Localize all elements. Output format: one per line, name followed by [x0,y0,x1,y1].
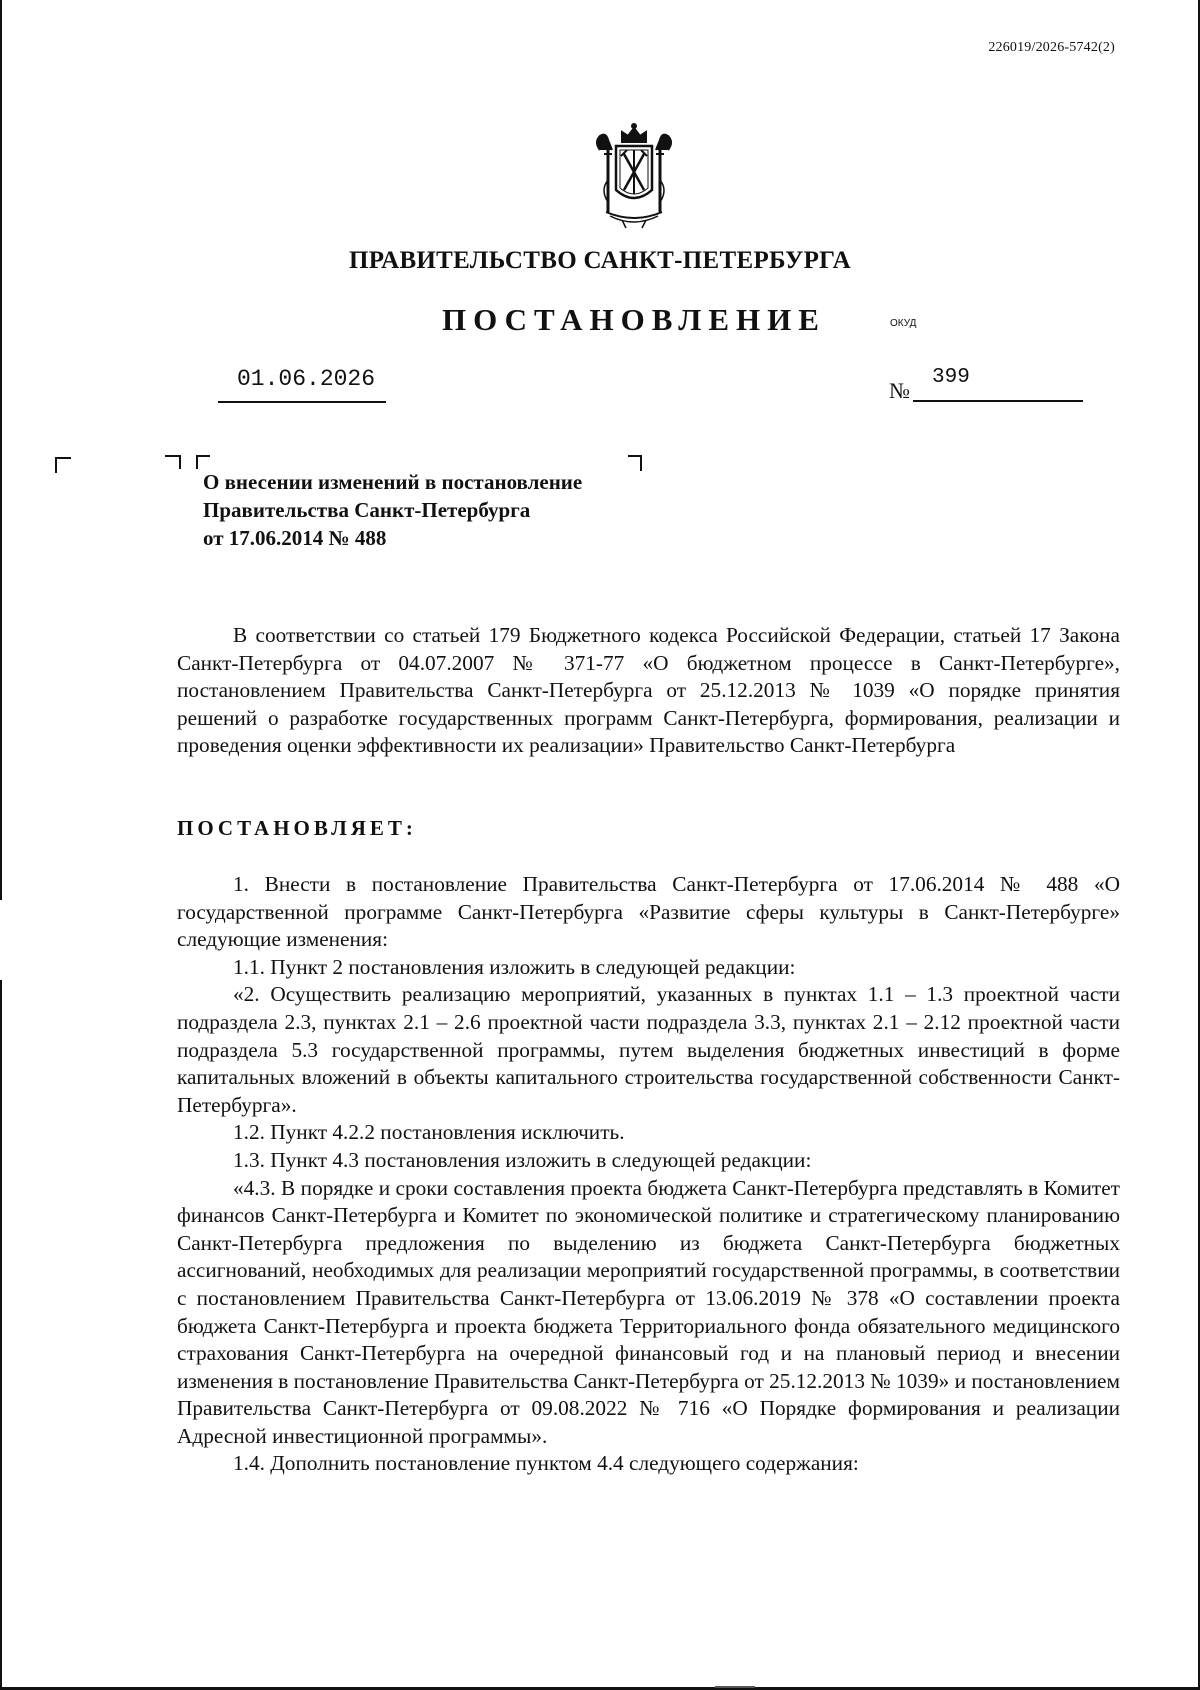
field-corner-mark [55,457,71,473]
body-paragraph: 1.1. Пункт 2 постановления изложить в следующей редакции: [233,954,796,979]
date-underline [218,401,386,403]
organization-title: ПРАВИТЕЛЬСТВО САНКТ-ПЕТЕРБУРГА [348,247,852,274]
preamble-block [177,622,1120,760]
subject-corner-mark [196,455,210,469]
number-sign: № [889,378,910,403]
body-paragraph: 1.3. Пункт 4.3 постановления изложить в следующей редакции: [233,1147,812,1172]
subject-corner-mark [628,455,642,471]
document-subject [203,468,582,552]
body-paragraph: «2. Осуществить реализацию мероприятий, указанных в пунктах 1.1 – 1.3 проектной части подраздела 2.3, пунктах 2.1 – 2.6 проектной части подраздела 3.3, пунктах 2.1 – 2.12 проектной части подраздела 5.3 государственной программы, путем выделения бюджетных инвестиций в форме капитальных вложений в объекты капитального строительства государственной собственности Санкт-Петербурга». [177,982,1120,1117]
body-paragraph: 1. Внести в постановление Правительства Санкт-Петербурга от 17.06.2014 № 488 «О государственной программе Санкт-Петербурга «Развитие сферы культуры в Санкт-Петербурге» следующие изменения: [177,872,1120,952]
document-type-heading: ПОСТАНОВЛЕНИЕ [442,302,826,337]
field-corner-mark [165,455,181,469]
document-number: 399 [932,366,970,389]
subject-line: Правительства Санкт-Петербурга [203,498,531,522]
number-underline [913,400,1083,402]
preamble-paragraph: В соответствии со статьей 179 Бюджетного кодекса Российской Федерации, статьей 17 Закона Санкт-Петербурга от 04.07.2007 № 371-77 «О бюджетном процессе в Санкт-Петербурге», постановлением Правительства Санкт-Петербурга от 25.12.2013 № 1039 «О порядке принятия решений о разработке государственных программ Санкт-Петербурга, формирования, реализации и проведения оценки эффективности их реализации» Правительство Санкт-Петербурга [177,623,1120,758]
okud-label: ОКУД [890,318,917,329]
registration-number: 226019/2026-5742(2) [988,40,1115,55]
subject-line: от 17.06.2014 № 488 [203,526,387,550]
subject-line: О внесении изменений в постановление [203,470,583,494]
body-paragraph: 1.2. Пункт 4.2.2 постановления исключить. [233,1120,625,1145]
document-date: 01.06.2026 [237,366,376,392]
body-paragraph: 1.4. Дополнить постановление пунктом 4.4 следующего содержания: [233,1451,859,1476]
st-petersburg-coat-of-arms-icon [586,120,682,232]
scan-left-edge-gap [0,900,3,980]
body-paragraph: «4.3. В порядке и сроки составления проекта бюджета Санкт-Петербурга представлять в Комитет финансов Санкт-Петербурга и Комитет по экономической политике и стратегическому планированию Санкт-Петербурга предложения по выделению из бюджета Санкт-Петербурга бюджетных ассигнований, необходимых для реализации мероприятий государственной программы, в соответствии с постановлением Правительства Санкт-Петербурга от 13.06.2019 № 378 «О составлении проекта бюджета Санкт-Петербурга и проекта бюджета Территориального фонда обязательного медицинского страхования Санкт-Петербурга на очередной финансовый год и на плановый период и внесении изменения в постановление Правительства Санкт-Петербурга от 25.12.2013 № 1039» и постановлением Правительства Санкт-Петербурга от 09.08.2022 № 716 «О Порядке формирования и реализации Адресной инвестиционной программы». [177,1175,1120,1448]
decree-body [177,871,1120,1478]
decree-word: ПОСТАНОВЛЯЕТ: [177,816,417,840]
scan-bottom-mark [715,1686,755,1688]
